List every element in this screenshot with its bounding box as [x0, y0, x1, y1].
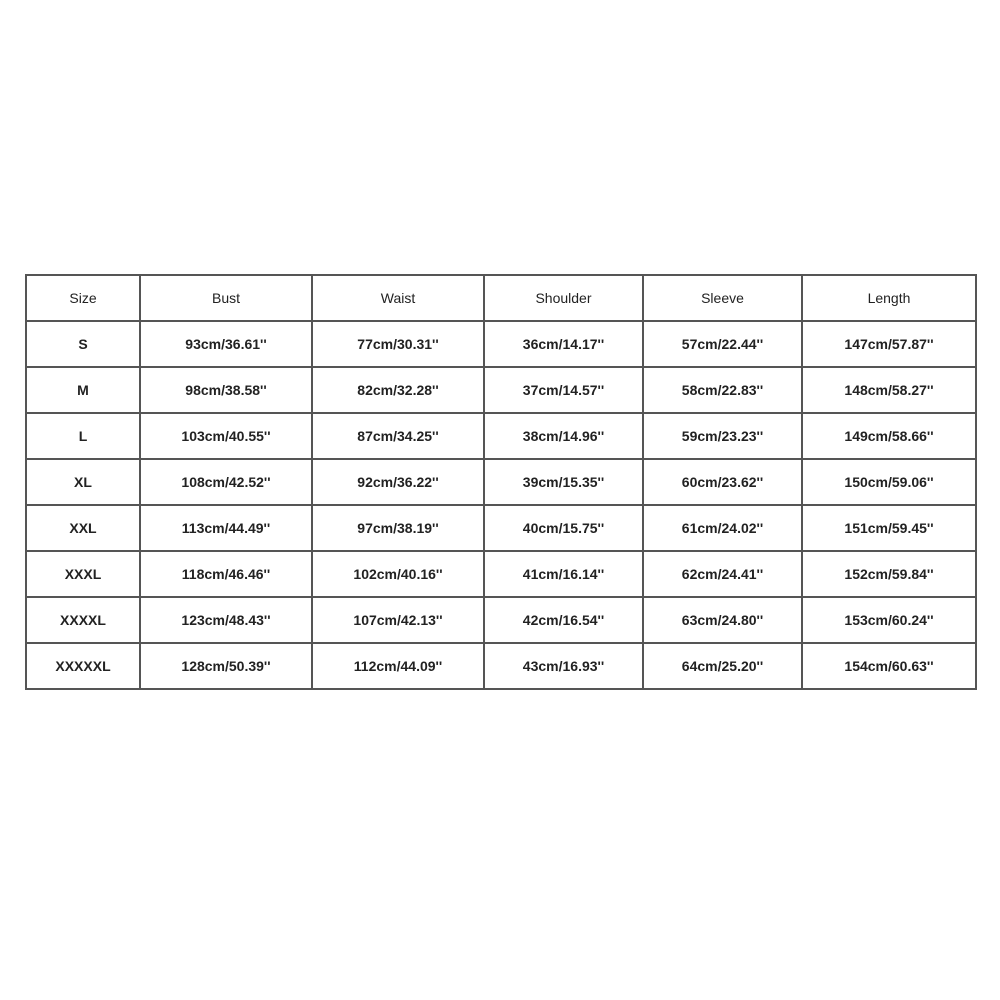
cell-length: 151cm/59.45'': [802, 505, 976, 551]
cell-waist: 97cm/38.19'': [312, 505, 484, 551]
table-row: [26, 367, 976, 413]
cell-bust: 98cm/38.58'': [140, 367, 312, 413]
cell-sleeve: 64cm/25.20'': [643, 643, 802, 689]
cell-length: 153cm/60.24'': [802, 597, 976, 643]
cell-waist: 112cm/44.09'': [312, 643, 484, 689]
table-row: [26, 505, 976, 551]
cell-shoulder: 37cm/14.57'': [484, 367, 643, 413]
cell-waist: 82cm/32.28'': [312, 367, 484, 413]
header-length: Length: [802, 275, 976, 321]
cell-size: XXXXL: [26, 597, 140, 643]
cell-sleeve: 60cm/23.62'': [643, 459, 802, 505]
cell-shoulder: 38cm/14.96'': [484, 413, 643, 459]
cell-size: XL: [26, 459, 140, 505]
cell-size: XXXL: [26, 551, 140, 597]
cell-bust: 108cm/42.52'': [140, 459, 312, 505]
cell-shoulder: 41cm/16.14'': [484, 551, 643, 597]
table-row: [26, 643, 976, 689]
cell-shoulder: 43cm/16.93'': [484, 643, 643, 689]
cell-length: 149cm/58.66'': [802, 413, 976, 459]
size-chart-table: [25, 274, 977, 690]
table-row: [26, 413, 976, 459]
cell-length: 148cm/58.27'': [802, 367, 976, 413]
cell-waist: 102cm/40.16'': [312, 551, 484, 597]
table-row: [26, 459, 976, 505]
header-row: [26, 275, 976, 321]
cell-waist: 92cm/36.22'': [312, 459, 484, 505]
table-row: [26, 597, 976, 643]
cell-length: 154cm/60.63'': [802, 643, 976, 689]
cell-size: L: [26, 413, 140, 459]
header-waist: Waist: [312, 275, 484, 321]
cell-bust: 93cm/36.61'': [140, 321, 312, 367]
cell-waist: 87cm/34.25'': [312, 413, 484, 459]
cell-sleeve: 62cm/24.41'': [643, 551, 802, 597]
cell-bust: 113cm/44.49'': [140, 505, 312, 551]
cell-sleeve: 58cm/22.83'': [643, 367, 802, 413]
header-sleeve: Sleeve: [643, 275, 802, 321]
cell-size: S: [26, 321, 140, 367]
cell-bust: 123cm/48.43'': [140, 597, 312, 643]
cell-shoulder: 40cm/15.75'': [484, 505, 643, 551]
cell-waist: 77cm/30.31'': [312, 321, 484, 367]
cell-shoulder: 42cm/16.54'': [484, 597, 643, 643]
cell-length: 147cm/57.87'': [802, 321, 976, 367]
cell-sleeve: 63cm/24.80'': [643, 597, 802, 643]
cell-shoulder: 36cm/14.17'': [484, 321, 643, 367]
cell-size: M: [26, 367, 140, 413]
cell-sleeve: 61cm/24.02'': [643, 505, 802, 551]
table-row: [26, 551, 976, 597]
header-bust: Bust: [140, 275, 312, 321]
cell-bust: 128cm/50.39'': [140, 643, 312, 689]
cell-bust: 118cm/46.46'': [140, 551, 312, 597]
cell-waist: 107cm/42.13'': [312, 597, 484, 643]
cell-size: XXXXXL: [26, 643, 140, 689]
cell-bust: 103cm/40.55'': [140, 413, 312, 459]
cell-sleeve: 59cm/23.23'': [643, 413, 802, 459]
cell-shoulder: 39cm/15.35'': [484, 459, 643, 505]
cell-length: 152cm/59.84'': [802, 551, 976, 597]
table-row: [26, 321, 976, 367]
cell-length: 150cm/59.06'': [802, 459, 976, 505]
cell-sleeve: 57cm/22.44'': [643, 321, 802, 367]
header-size: Size: [26, 275, 140, 321]
header-shoulder: Shoulder: [484, 275, 643, 321]
cell-size: XXL: [26, 505, 140, 551]
